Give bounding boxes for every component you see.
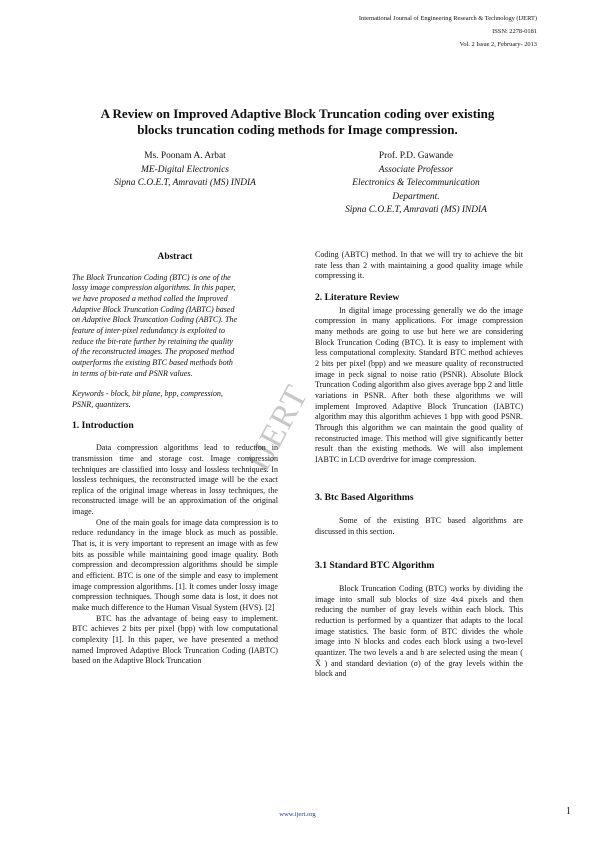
- btc-algorithms-heading: 3. Btc Based Algorithms: [315, 492, 414, 504]
- author-2-title: Associate Professor: [378, 164, 454, 175]
- volume-issue: Vol. 2 Issue 2, February- 2013: [459, 41, 537, 49]
- abstract-line: reduce the bit-rate further by retaining the quality: [72, 336, 233, 346]
- author-2-dept-cont: Department.: [392, 191, 440, 202]
- keywords: [72, 389, 278, 410]
- keywords-line-2: PSNR, quantizers.: [72, 399, 131, 409]
- keywords-line-1: Keywords - block, bit plane, bpp, compression,: [72, 389, 223, 399]
- title-line-2: blocks truncation coding methods for Image compression.: [137, 122, 458, 137]
- author-2-name: Prof. P.D. Gawande: [378, 151, 454, 161]
- issn: ISSN: 2278-0181: [492, 28, 537, 36]
- intro-paragraph-3: BTC has the advantage of being easy to implement. BTC achieves 2 bits per pixel (bpp) with low computational complexity [1]. In this paper, we have presented a method named Improved Adaptive Block Truncation Coding (IABTC) based on the Adaptive Block Truncation: [72, 613, 278, 666]
- abstract-line: Adaptive Block Truncation Coding (IABTC) based: [72, 304, 235, 314]
- abstract-line: The Block Truncation Coding (BTC) is one of the: [72, 272, 231, 282]
- title-line-1: A Review on Improved Adaptive Block Truncation coding over existing: [100, 106, 495, 121]
- continued-paragraph: Coding (ABTC) method. In that we will try to achieve the bit rate less than 2 with maintaining a good quality image while compressing it.: [315, 250, 523, 281]
- page-number: 1: [566, 806, 571, 817]
- author-2-affiliation: Sipna C.O.E.T, Amravati (MS) INDIA: [345, 205, 487, 216]
- abstract-line: of the reconstructed images. The proposed method: [72, 347, 235, 357]
- btc-algorithms-paragraph: Some of the existing BTC based algorithms are discussed in this section.: [315, 516, 523, 536]
- author-1: [70, 150, 300, 191]
- intro-paragraph-2: One of the main goals for image data compression is to reduce redundancy in the image block as much as possible. That is, it is very important to represent an image with as few bits as possible while maintaining good image quality. Both compression and decompression algorithms should be simple and efficient. BTC is one of the simple and easy to implement image compression algorithms. [1]. It comes under lossy image compression techniques. Though some data is lost, it does not make much difference to the Human Visual System (HVS). [2]: [72, 517, 278, 613]
- author-1-affiliation: Sipna C.O.E.T, Amravati (MS) INDIA: [114, 178, 256, 189]
- author-2-dept: Electronics & Telecommunication: [352, 178, 480, 189]
- abstract-line: lossy image compression algorithms. In this paper,: [72, 283, 236, 293]
- ijert-watermark: IJERT: [240, 379, 316, 478]
- literature-review-paragraph: In digital image processing generally we do the image compression in many applications. For image compression many methods are going to use but here we are considering Block Truncation Coding (BTC). It is easy to implement with less computational complexity. Standard BTC method achieves 2 bits per pixel (bpp) and we measure quality of reconstructed image in peck signal to noise ratio (PSNR). Absolute Block Truncation Coding algorithm also gives average bpp 2 and little variations in PSNR. After both these algorithms we will implement Improved Adaptive Block Truncation (IABTC) algorithm may this algorithm achieves 1 bpp with good PSNR. Through this algorithm we can maintain the good quality of reconstructed image. This method will give significantly better result than the existing methods. We will also implement IABTC in LCD overdrive for image compression.: [315, 305, 523, 464]
- abstract-line: on Adaptive Block Truncation Coding (ABTC). The: [72, 315, 238, 325]
- abstract-line: in terms of bit-rate and PSNR values.: [72, 368, 193, 378]
- introduction-heading: 1. Introduction: [72, 419, 134, 431]
- standard-btc-paragraph: Block Truncation Coding (BTC) works by dividing the image into small sub blocks of size 4x4 pixels and then reducing the number of gray levels within each block. This reduction is performed by a quantizer that adapts to the local image statistics. The basic form of BTC divides the whole image into N blocks and codes each block using a two-level quantizer. The two levels a and b are selected using the mean ( X̄ ) and standard deviation (σ) of the gray levels within the block and: [315, 584, 523, 679]
- footer-url[interactable]: www.ijert.org: [279, 811, 316, 818]
- right-column: [315, 250, 523, 680]
- abstract-body: [72, 273, 278, 380]
- abstract-line: feature of inter-pixel redundancy is exploited to: [72, 325, 225, 335]
- abstract-line: outperforms the existing BTC based methods both: [72, 357, 233, 367]
- intro-paragraph-1: Data compression algorithms lead to reduction in transmission time and storage cost. Image compression techniques are classified into lossy and lossless techniques. In lossless techniques, the reconstructed image will be the exact replica of the original image whereas in lossy techniques, the reconstructed image will be an approximation of the original image.: [72, 443, 278, 517]
- left-column: [72, 252, 278, 667]
- paper-title: [40, 106, 555, 138]
- author-1-name: Ms. Poonam A. Arbat: [144, 151, 226, 161]
- journal-name: International Journal of Engineering Research & Technology (IJERT): [358, 15, 537, 22]
- standard-btc-heading: 3.1 Standard BTC Algorithm: [315, 560, 435, 572]
- author-1-dept: ME-Digital Electronics: [141, 164, 229, 175]
- literature-review-heading: 2. Literature Review: [315, 291, 400, 303]
- journal-header: [359, 12, 537, 52]
- abstract-heading: Abstract: [157, 252, 193, 262]
- abstract-line: we have proposed a method called the Improved: [72, 293, 228, 303]
- author-2: [318, 150, 514, 218]
